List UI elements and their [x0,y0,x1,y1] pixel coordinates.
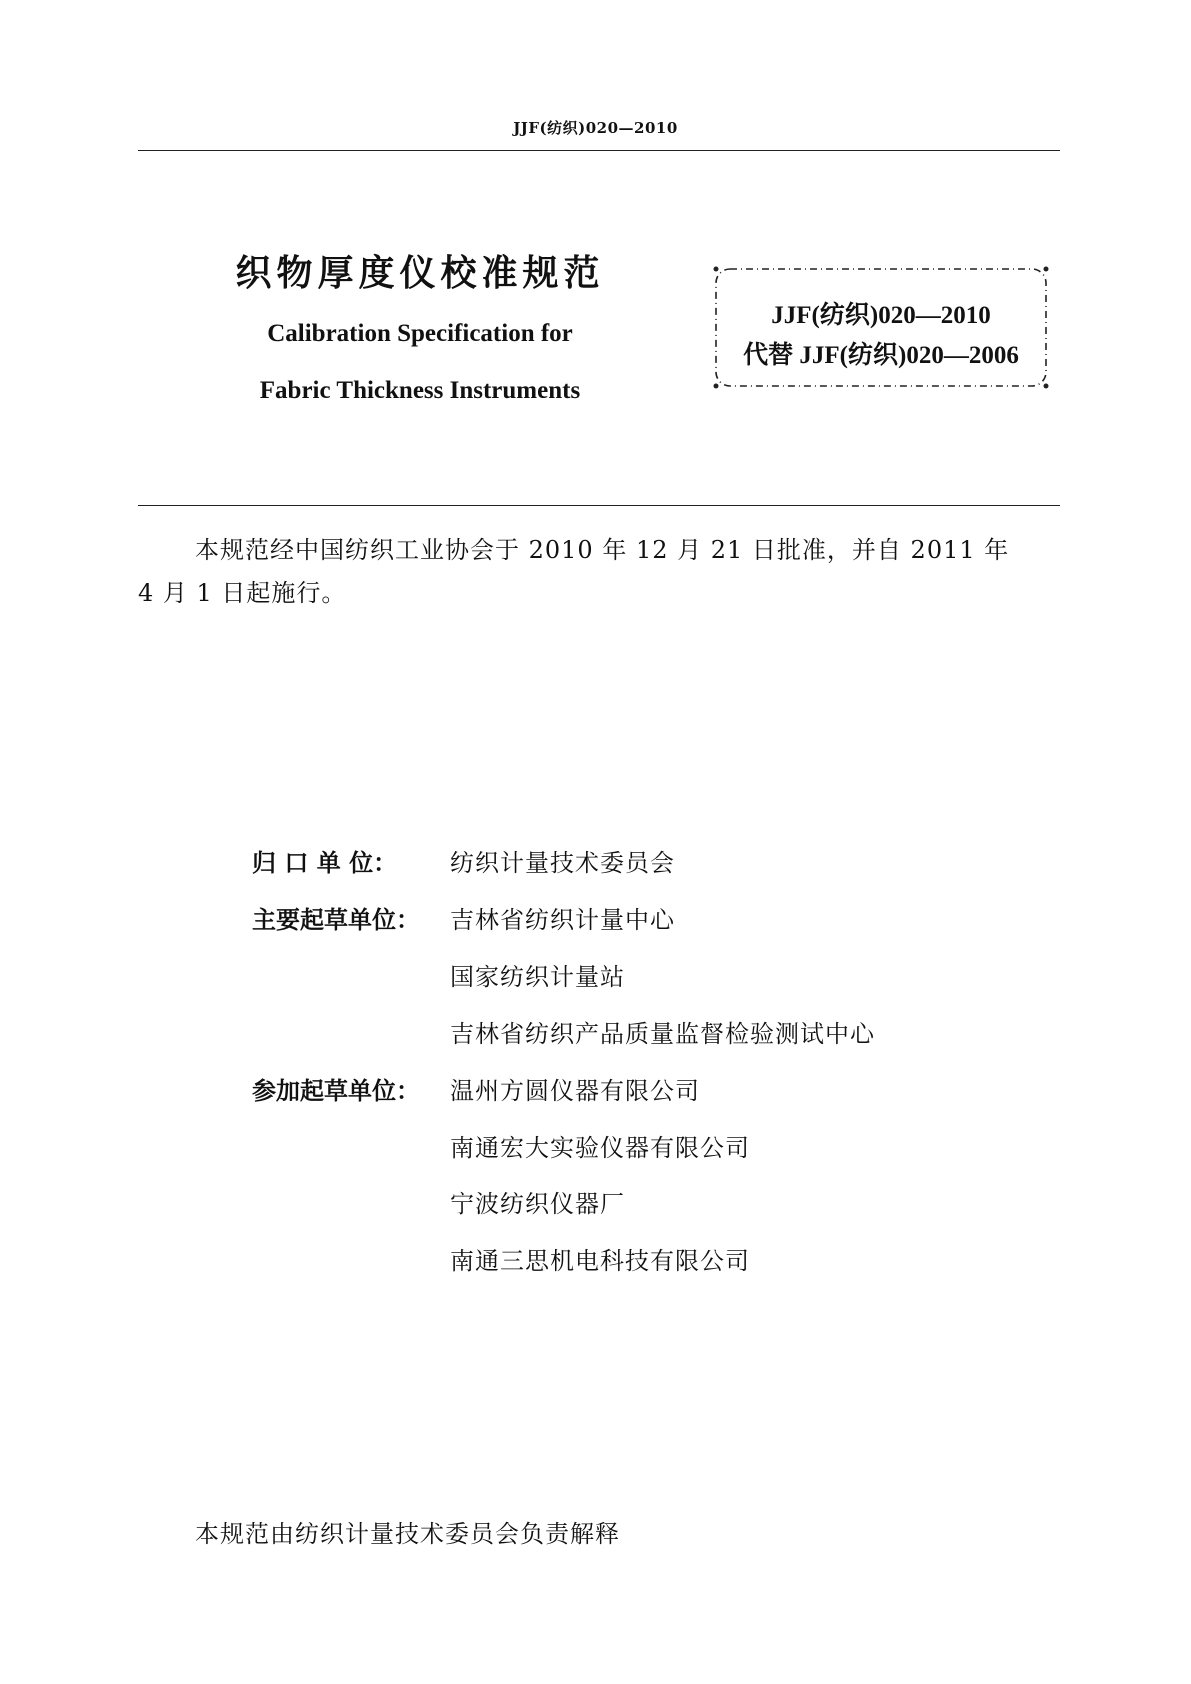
standard-code: JJF(纺织)020—2010 [771,302,991,329]
running-header-code: JJF(纺织)020—2010 [513,119,678,137]
replaced-standard-code: 代替 JJF(纺织)020—2006 [743,342,1019,369]
title-rule [138,505,1060,506]
participating-drafting-unit: 宁波纺织仪器厂 [450,1190,625,1218]
participating-drafting-unit: 南通宏大实验仪器有限公司 [450,1134,750,1162]
main-drafting-label: 主要起草单位： [252,906,420,934]
main-drafting-unit: 国家纺织计量站 [450,963,625,991]
responsible-unit-label: 归 口 单 位： [252,849,398,877]
title-english-line-2: Fabric Thickness Instruments [259,377,581,404]
participating-drafting-label: 参加起草单位： [252,1077,420,1105]
participating-drafting-unit: 南通三思机电科技有限公司 [450,1247,750,1275]
participating-drafting-unit: 温州方圆仪器有限公司 [450,1077,700,1105]
approval-line-1: 本规范经中国纺织工业协会于 2010 年 12 月 21 日批准，并自 2011 年 [195,536,1010,564]
title-english-line-1: Calibration Specification for [267,320,573,347]
approval-line-2: 4 月 1 日起施行。 [138,579,347,607]
header-rule [138,150,1060,151]
interpretation-note: 本规范由纺织计量技术委员会负责解释 [195,1520,620,1548]
responsible-unit-value: 纺织计量技术委员会 [450,849,675,877]
code-box [712,265,1050,390]
main-drafting-unit: 吉林省纺织产品质量监督检验测试中心 [450,1020,875,1048]
main-drafting-unit: 吉林省纺织计量中心 [450,906,675,934]
title-chinese: 织物厚度仪校准规范 [235,253,605,294]
